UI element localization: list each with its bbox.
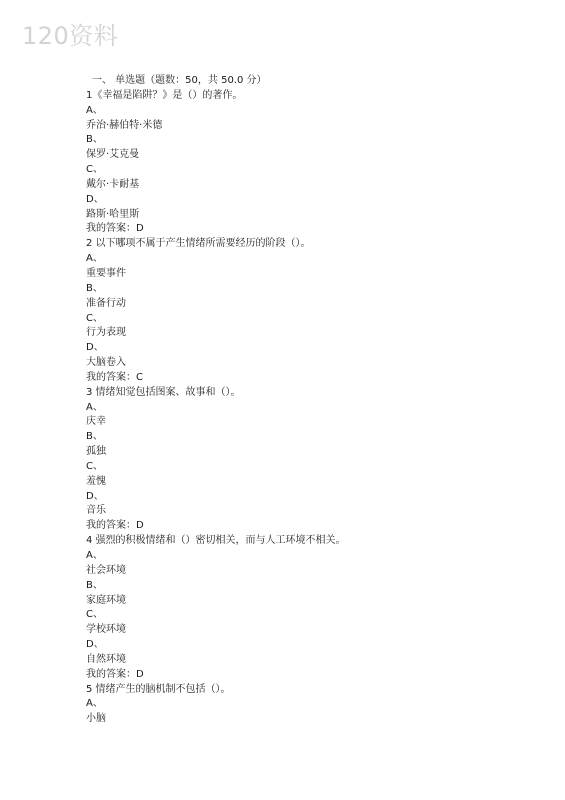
option-label: D、 — [86, 490, 104, 502]
my-answer: 我的答案：C — [86, 371, 143, 383]
option-label: A、 — [86, 253, 103, 265]
option-label: B、 — [86, 431, 103, 443]
option-text: 大脑卷入 — [86, 357, 126, 369]
option-label: A、 — [86, 401, 103, 413]
option-label: C、 — [86, 164, 103, 176]
option-label: B、 — [86, 579, 103, 591]
my-answer: 我的答案：D — [86, 520, 144, 532]
option-text: 自然环境 — [86, 653, 126, 665]
option-label: D、 — [86, 639, 104, 651]
option-text: 孤独 — [86, 446, 106, 458]
watermark: 120资料 — [22, 22, 119, 50]
option-label: A、 — [86, 698, 103, 710]
question-stem: 2 以下哪项不属于产生情绪所需要经历的阶段（）。 — [86, 238, 311, 250]
option-text: 准备行动 — [86, 297, 126, 309]
question-stem: 1《幸福是陷阱？》是（）的著作。 — [86, 89, 243, 101]
option-text: 重要事件 — [86, 267, 126, 279]
option-label: C、 — [86, 609, 103, 621]
option-text: 戴尔·卡耐基 — [86, 178, 140, 190]
option-text: 路斯·哈里斯 — [86, 208, 140, 220]
my-answer: 我的答案：D — [86, 668, 144, 680]
option-text: 保罗·艾克曼 — [86, 149, 140, 161]
option-label: D、 — [86, 193, 104, 205]
option-label: D、 — [86, 342, 104, 354]
option-label: A、 — [86, 550, 103, 561]
option-text: 庆幸 — [86, 416, 106, 428]
my-answer: 我的答案：D — [86, 223, 144, 235]
question-stem: 4 强烈的积极情绪和（）密切相关，而与人工环境不相关。 — [86, 535, 346, 547]
quiz-document — [86, 74, 526, 727]
option-label: C、 — [86, 460, 103, 472]
option-text: 行为表现 — [86, 327, 126, 339]
option-label: B、 — [86, 134, 103, 146]
option-label: B、 — [86, 282, 103, 294]
section-title: 一、 单选题（题数：50，共 50.0 分） — [92, 75, 267, 86]
option-text: 社会环境 — [86, 564, 126, 576]
option-text: 羞愧 — [86, 475, 106, 487]
option-label: A、 — [86, 104, 103, 116]
option-label: C、 — [86, 312, 103, 324]
question-stem: 5 情绪产生的脑机制不包括（）。 — [86, 683, 231, 695]
option-text: 乔治·赫伯特·米德 — [86, 119, 163, 131]
option-text: 家庭环境 — [86, 594, 126, 606]
option-text: 小脑 — [86, 713, 106, 725]
option-text: 学校环境 — [86, 624, 126, 636]
question-stem: 3 情绪知觉包括图案、故事和（）。 — [86, 386, 241, 398]
option-text: 音乐 — [86, 505, 106, 517]
